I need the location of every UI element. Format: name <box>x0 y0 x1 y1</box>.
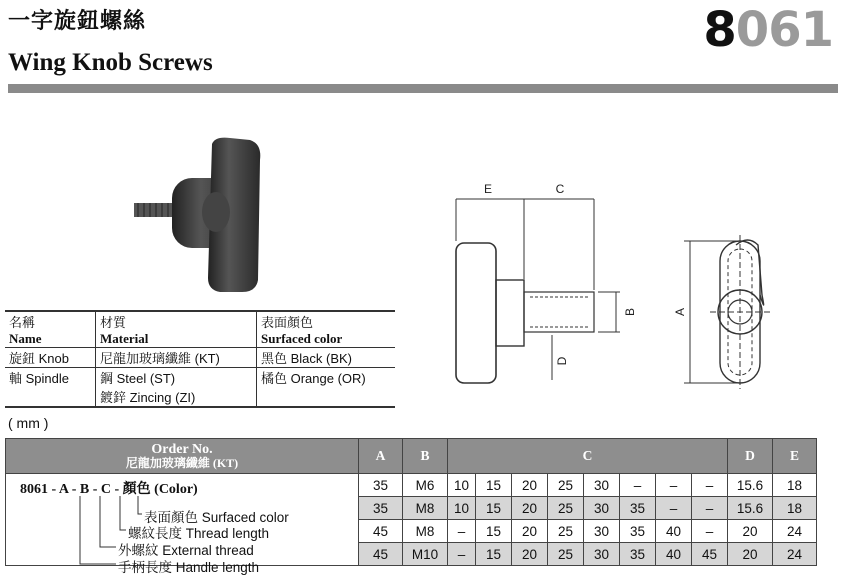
spec-cell: 黑色 Black (BK) <box>257 348 396 368</box>
dimension-label-a: A <box>673 307 687 317</box>
order-cell: 30 <box>584 474 620 497</box>
product-code-prefix: 8 <box>703 2 736 58</box>
legend-item: 螺紋長度 Thread length <box>128 526 270 541</box>
order-cell: 45 <box>692 543 728 566</box>
spec-header-color-zh: 表面顏色 <box>257 311 396 331</box>
order-cell: – <box>692 474 728 497</box>
order-cell: – <box>448 543 476 566</box>
order-cell: 25 <box>548 497 584 520</box>
product-photo <box>120 130 280 300</box>
order-cell: 35 <box>620 497 656 520</box>
order-cell: 15.6 <box>728 497 773 520</box>
legend-item: 表面顏色 Surfaced color <box>144 510 289 525</box>
order-cell: 20 <box>728 543 773 566</box>
dimension-label-b: B <box>623 307 637 317</box>
order-cell: M8 <box>403 497 448 520</box>
order-cell: – <box>692 520 728 543</box>
order-cell: 35 <box>620 543 656 566</box>
order-cell: 25 <box>548 474 584 497</box>
order-cell: 20 <box>728 520 773 543</box>
column-header-b: B <box>403 439 448 474</box>
spec-cell: 鍍鋅 Zincing (ZI) <box>96 387 257 407</box>
material-spec-table <box>5 310 395 408</box>
page-title-chinese: 一字旋鈕螺絲 <box>8 9 147 34</box>
order-cell: M8 <box>403 520 448 543</box>
column-header-c: C <box>448 439 728 474</box>
order-cell: 24 <box>773 543 817 566</box>
column-header-e: E <box>773 439 817 474</box>
spec-cell: 尼龍加玻璃纖維 (KT) <box>96 348 257 368</box>
spec-cell: 鋼 Steel (ST) <box>96 368 257 388</box>
order-cell: 15 <box>476 543 512 566</box>
order-cell: – <box>656 497 692 520</box>
order-cell: 18 <box>773 497 817 520</box>
header-divider <box>8 84 838 93</box>
spec-header-name: Name <box>5 331 96 348</box>
order-cell: 20 <box>512 520 548 543</box>
order-cell: 40 <box>656 520 692 543</box>
legend-item: 外螺紋 External thread <box>118 543 254 558</box>
order-cell: 15 <box>476 520 512 543</box>
column-header-a: A <box>359 439 403 474</box>
technical-drawing <box>440 175 820 395</box>
order-code: 8061 - A - B - C - 顏色 (Color) <box>20 482 198 497</box>
spec-header-color: Surfaced color <box>261 331 343 346</box>
order-header-title: Order No. <box>151 441 213 457</box>
order-header <box>6 439 359 474</box>
dimension-label-d: D <box>555 356 569 366</box>
spec-cell: 旋鈕 Knob <box>5 348 96 368</box>
order-cell: – <box>448 520 476 543</box>
order-cell: – <box>656 474 692 497</box>
order-cell: 20 <box>512 497 548 520</box>
order-cell: 25 <box>548 520 584 543</box>
order-cell: – <box>620 474 656 497</box>
order-code-legend <box>12 478 352 578</box>
order-cell: 35 <box>359 474 403 497</box>
column-header-d: D <box>728 439 773 474</box>
unit-label: ( mm ) <box>8 415 49 431</box>
order-cell: 25 <box>548 543 584 566</box>
order-cell: 20 <box>512 543 548 566</box>
product-code-suffix: 061 <box>735 2 833 58</box>
order-cell: 15.6 <box>728 474 773 497</box>
spec-cell: 軸 Spindle <box>5 368 96 388</box>
order-cell: 20 <box>512 474 548 497</box>
product-code <box>703 2 833 58</box>
order-cell: 45 <box>359 520 403 543</box>
order-cell: 18 <box>773 474 817 497</box>
order-cell: – <box>692 497 728 520</box>
spec-cell: 橘色 Orange (OR) <box>257 368 396 388</box>
dimension-label-c: C <box>555 182 565 196</box>
legend-item: 手柄長度 Handle length <box>118 560 260 575</box>
order-cell: 30 <box>584 543 620 566</box>
order-cell: 15 <box>476 497 512 520</box>
order-cell: 24 <box>773 520 817 543</box>
order-cell: 15 <box>476 474 512 497</box>
order-cell: 10 <box>448 497 476 520</box>
order-cell: M6 <box>403 474 448 497</box>
order-cell: 35 <box>620 520 656 543</box>
order-cell: 40 <box>656 543 692 566</box>
spec-header-name-zh: 名稱 <box>5 311 96 331</box>
order-header-subtitle: 尼龍加玻璃纖維 (KT) <box>125 455 239 470</box>
spec-header-material: Material <box>96 331 257 348</box>
spec-cell <box>5 387 96 407</box>
order-cell: M10 <box>403 543 448 566</box>
order-cell: 30 <box>584 520 620 543</box>
dimension-label-e: E <box>483 182 493 196</box>
order-cell: 45 <box>359 543 403 566</box>
spec-cell <box>257 387 396 407</box>
page-title: Wing Knob Screws <box>8 49 213 76</box>
spec-header-material-zh: 材質 <box>96 311 257 331</box>
order-cell: 35 <box>359 497 403 520</box>
order-cell: 30 <box>584 497 620 520</box>
order-cell: 10 <box>448 474 476 497</box>
